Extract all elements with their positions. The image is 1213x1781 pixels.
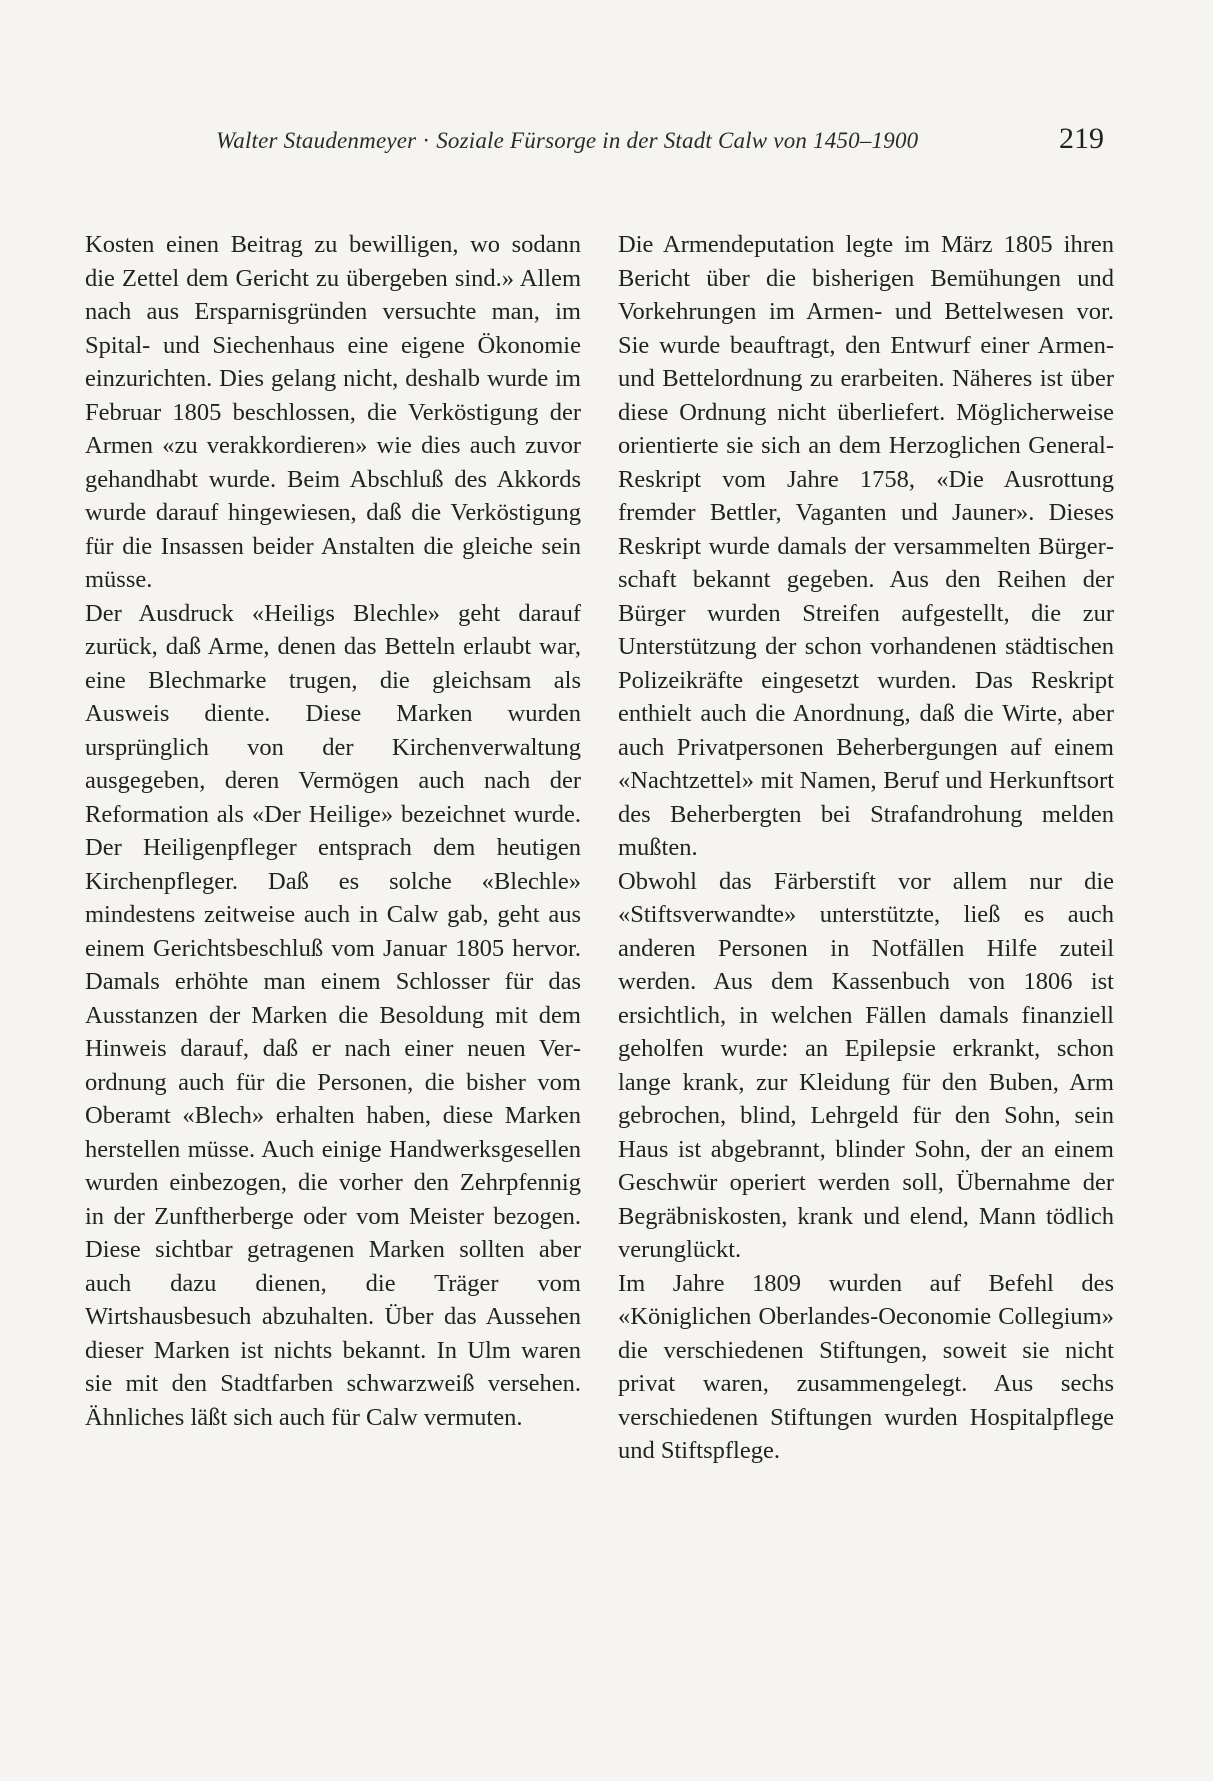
page-number: 219 (1059, 122, 1104, 155)
right-paragraph-1: Die Armendeputation legte im März 1805 ihren Bericht über die bisherigen Bemühungen und Vorkehrungen im Armen- und Bettelwesen vor. Sie wurde beauftragt, den Entwurf einer Armen- und Bettelordnung zu erarbeiten. Näheres ist über diese Ordnung nicht überliefert. Möglicherweise orientierte sie sich an dem Herzoglichen General-Reskript vom Jahre 1758, «Die Ausrottung fremder Bettler, Vaganten und Jauner». Dieses Reskript wurde damals der versammelten Bürgerschaft bekannt gegeben. Aus den Reihen der Bürger wurden Streifen aufgestellt, die zur Unterstützung der schon vorhandenen städtischen Polizeikräfte eingesetzt wurden. Das Reskript enthielt auch die Anordnung, daß die Wirte, aber auch Privatpersonen Beherbergungen auf einem «Nachtzettel» mit Namen, Beruf und Herkunftsort des Beherbergten bei Strafandrohung melden mußten. (618, 231, 1114, 861)
left-column (85, 228, 581, 1434)
right-column (618, 228, 1114, 1468)
header-title: Soziale Fürsorge in der Stadt Calw von 1450–1900 (436, 128, 919, 153)
left-paragraph-2: Der Ausdruck «Heiligs Blechle» geht darauf zurück, daß Arme, denen das Betteln erlaubt war, eine Blechmarke trugen, die gleichsam als Ausweis diente. Diese Marken wurden ursprünglich von der Kirchenverwaltung ausgegeben, deren Vermögen auch nach der Reformation als «Der Heilige» bezeichnet wurde. Der Heiligenpfleger entsprach dem heutigen Kirchenpfleger. Daß es solche «Blechle» mindestens zeitweise auch in Calw gab, geht aus einem Gerichtsbeschluß vom Januar 1805 hervor. Damals erhöhte man einem Schlosser für das Ausstanzen der Marken die Besoldung mit dem Hinweis darauf, daß er nach einer neuen Verordnung auch für die Personen, die bisher vom Oberamt «Blech» erhalten haben, diese Marken herstellen müsse. Auch einige Handwerksgesellen wurden einbezogen, die vorher den Zehrpfennig in der Zunftherberge oder vom Meister bezogen. Diese sichtbar getragenen Marken sollten aber auch dazu dienen, die Träger vom Wirtshausbesuch abzuhalten. Über das Aussehen dieser Marken ist nichts bekannt. In Ulm waren sie mit den Stadtfarben schwarzweiß versehen. Ähnliches läßt sich auch für Calw vermuten. (85, 599, 581, 1431)
running-header (216, 122, 1104, 162)
left-paragraph-1: Kosten einen Beitrag zu bewilligen, wo sodann die Zettel dem Gericht zu übergeben sind.» Allem nach aus Ersparnisgründen versuchte man, im Spital- und Siechenhaus eine eigene Ökonomie einzurichten. Dies gelang nicht, deshalb wurde im Februar 1805 beschlossen, die Verköstigung der Armen «zu verakkordieren» wie dies auch zuvor gehandhabt wurde. Beim Abschluß des Akkords wurde darauf hingewiesen, daß die Verköstigung für die Insassen beider Anstalten die gleiche sein müsse. (85, 231, 581, 593)
header-author: Walter Staudenmeyer (216, 128, 417, 153)
right-paragraph-3: Im Jahre 1809 wurden auf Befehl des «Königlichen Oberlandes-Oeconomie Collegium» die verschiedenen Stiftungen, soweit sie nicht privat waren, zusammengelegt. Aus sechs verschiedenen Stiftungen wurden Hospitalpflege und Stiftspflege. (618, 1269, 1114, 1464)
running-title (216, 128, 918, 154)
right-paragraph-2: Obwohl das Färberstift vor allem nur die «Stiftsverwandte» unterstützte, ließ es auch anderen Personen in Notfällen Hilfe zuteil werden. Aus dem Kassenbuch von 1806 ist ersichtlich, in welchen Fällen damals finanziell geholfen wurde: an Epilepsie erkrankt, schon lange krank, zur Kleidung für den Buben, Arm gebrochen, blind, Lehrgeld für den Sohn, sein Haus ist abgebrannt, blinder Sohn, der an einem Geschwür operiert werden soll, Übernahme der Begräbniskosten, krank und elend, Mann tödlich verunglückt. (618, 867, 1114, 1263)
header-separator: · (422, 128, 431, 153)
